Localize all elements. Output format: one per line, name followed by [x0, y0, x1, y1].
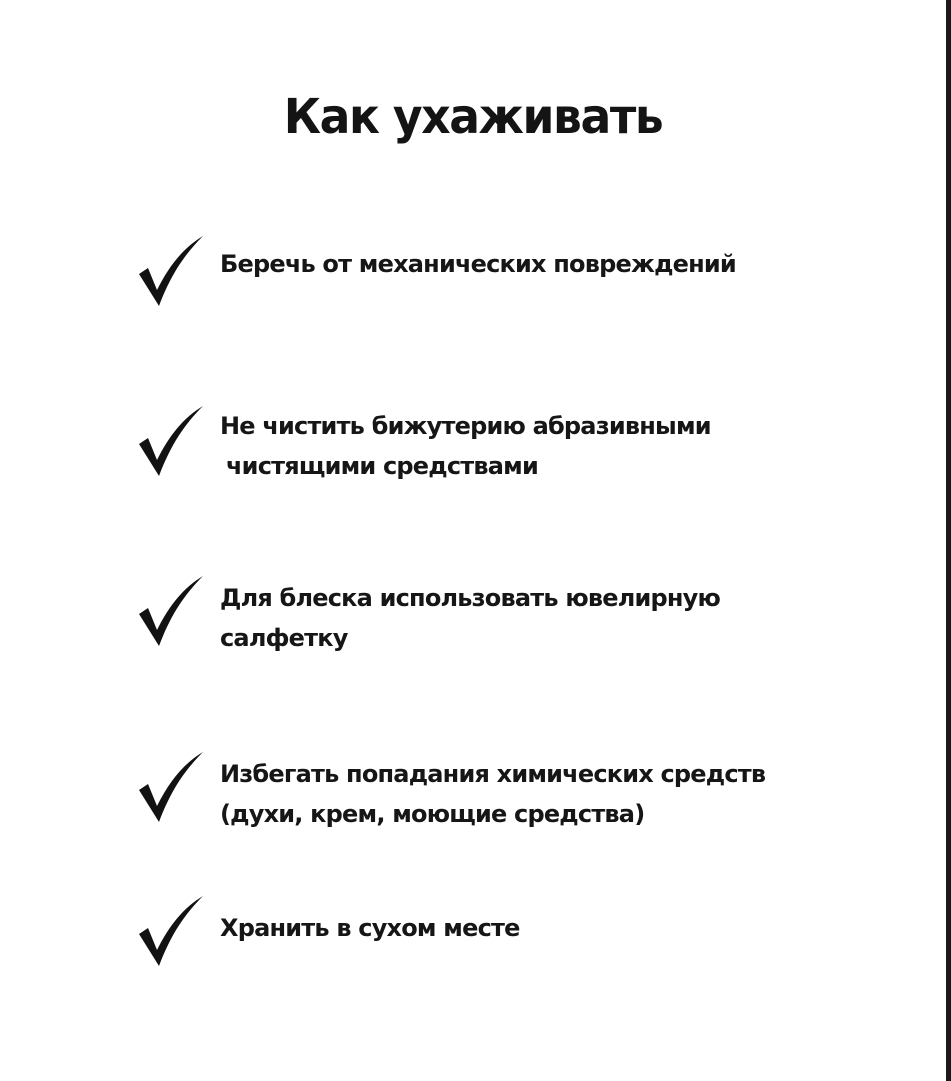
right-border [946, 0, 951, 1081]
item-text: Не чистить бижутерию абразивными [220, 412, 711, 440]
page-title: Как ухаживать [283, 89, 663, 146]
item-text: салфетку [220, 624, 348, 652]
checkmark-icon [135, 744, 215, 824]
checkmark-icon [135, 398, 215, 478]
item-text: Избегать попадания химических средств [220, 760, 766, 788]
item-text: (духи, крем, моющие средства) [220, 800, 645, 828]
checkmark-icon [135, 568, 215, 648]
item-text: Беречь от механических повреждений [220, 250, 736, 278]
checkmark-icon [135, 888, 215, 968]
item-text: Для блеска использовать ювелирную [220, 584, 721, 612]
item-text: Хранить в сухом месте [220, 914, 520, 942]
item-text: чистящими средствами [226, 452, 538, 480]
checkmark-icon [135, 228, 215, 308]
